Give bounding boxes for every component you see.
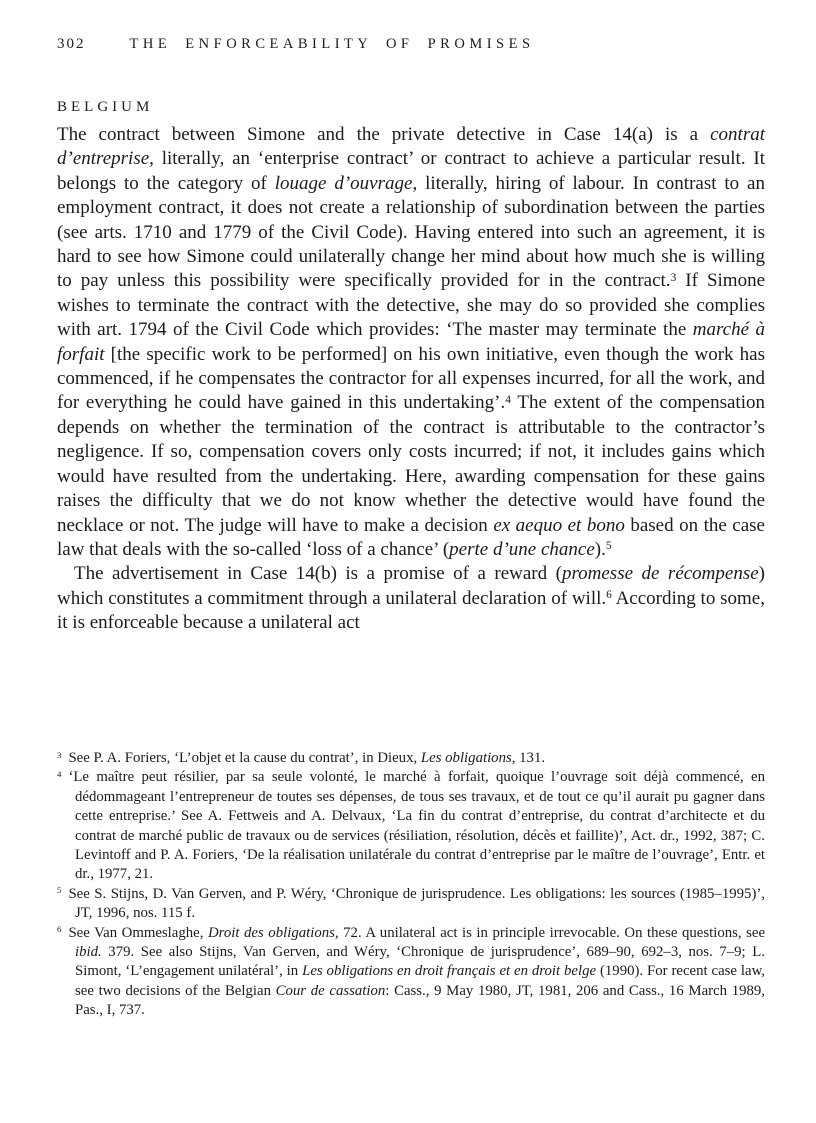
footnote-4-number: 4 <box>57 768 62 779</box>
footnote-6-text: See Van Ommeslaghe, Droit des obligations, 72. A unilateral act is in principle irrevocable. On these questions, see ibid. 379. See also Stijns, Van Gerven, and Wéry, ‘Chronique de jurisprudence’, 689–90, 692–3, nos. 7–9; L. Simont, ‘L’engagement unilatéral’, in Les obligations en droit français et en droit belge (1990). For recent case law, see two decisions of the Belgian Cour de cassation: Cass., 9 May 1980, JT, 1981, 206 and Cass., 16 March 1989, Pas., I, 737. <box>68 924 766 1019</box>
paragraph-case-14a: The contract between Simone and the private detective in Case 14(a) is a contrat d’entreprise, literally, an ‘enterprise contract’ or contract to achieve a particular result. It belongs to the category of louage d’ouvrage, literally, hiring of labour. In contrast to an employment contract, it does not create a relationship of subordination between the parties (see arts. 1710 and 1779 of the Civil Code). Having entered into such an agreement, it is hard to see how Simone could unilaterally change her mind about how much she is willing to pay unless this possibility were specifically provided for in the contract.$^3$ If Simone wishes to terminate the contract with the detective, she may do so provided she complies with art. 1794 of the Civil Code which provides: ‘The master may terminate the marché à forfait [the specific work to be performed] on his own initiative, even though the work has commenced, if he compensates the contractor for all expenses incurred, for all the work, and for everything he could have gained in this undertaking’.$^4$ The extent of the compensation depends on whether the termination of the contract is attributable to the contractor’s negligence. If so, compensation covers only costs incurred; if not, it includes gains which would have resulted from the undertaking. Here, awarding compensation for these gains raises the difficulty that we do not know whether the detective would have found the necklace or not. The judge will have to make a decision ex aequo et bono based on the case law that deals with the so-called ‘loss of a chance’ (perte d’une chance).$^5$ <box>57 124 766 560</box>
running-head-title: THE ENFORCEABILITY OF PROMISES <box>129 36 535 52</box>
section-heading: BELGIUM <box>57 99 154 115</box>
paragraph-case-14b: The advertisement in Case 14(b) is a promise of a reward (promesse de récompense) which constitutes a commitment through a unilateral declaration of will.$^6$ According to some, it is enforceable because a unilateral act <box>57 563 765 634</box>
footnotes <box>57 749 765 1021</box>
footnote-5-text: See S. Stijns, D. Van Gerven, and P. Wéry, ‘Chronique de jurisprudence. Les obligations: les sources (1985–1995)’, JT, 1996, nos. 115 f. <box>68 885 765 922</box>
body-text <box>57 123 765 636</box>
page-number: 302 <box>57 36 86 52</box>
footnote-3 <box>57 749 765 768</box>
footnote-5 <box>57 885 765 924</box>
footnote-3-text: See P. A. Foriers, ‘L’objet et la cause du contrat’, in Dieux, Les obligations, 131. <box>68 750 546 766</box>
running-head <box>57 36 765 53</box>
footnote-4-text: ‘Le maître peut résilier, par sa seule volonté, le marché à forfait, quoique l’ouvrage soit déjà commencé, en dédommageant l’entrepreneur de toutes ses dépenses, de tous ses travaux, et de tout ce qu’il aurait pu gagner dans cette entreprise.’ See A. Fettweis and A. Delvaux, ‘La fin du contrat d’entreprise, du contrat d’architecte et du contrat de marché public de travaux ou de services (résiliation, résolution, décès et faillite)’, Act. dr., 1992, 387; C. Levintoff and P. A. Foriers, ‘De la réalisation unilatérale du contrat d’entreprise par le maître de l’ouvrage’, Entr. et dr., 1977, 21. <box>68 769 765 883</box>
footnote-3-number: 3 <box>57 749 62 760</box>
footnote-4 <box>57 768 765 884</box>
footnote-6 <box>57 924 765 1021</box>
footnote-6-number: 6 <box>57 924 62 935</box>
footnote-5-number: 5 <box>57 885 62 896</box>
